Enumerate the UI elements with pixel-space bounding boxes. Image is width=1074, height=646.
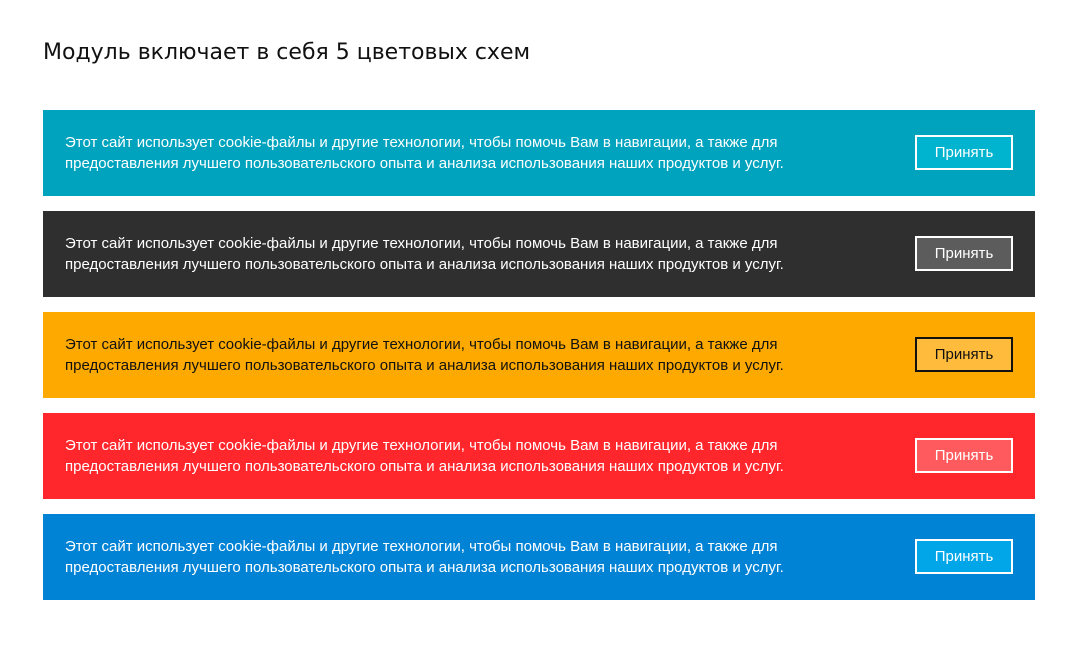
page-title: Модуль включает в себя 5 цветовых схем bbox=[43, 40, 531, 65]
cookie-banner-text: Этот сайт использует cookie-файлы и другие технологии, чтобы помочь Вам в навигации, а также для предоставления лучшего пользовательского опыта и анализа использования наших продуктов и услуг. bbox=[65, 134, 784, 172]
cookie-banner-text: Этот сайт использует cookie-файлы и другие технологии, чтобы помочь Вам в навигации, а также для предоставления лучшего пользовательского опыта и анализа использования наших продуктов и услуг. bbox=[65, 538, 784, 576]
accept-button[interactable]: Принять bbox=[915, 539, 1013, 574]
cookie-banner-text: Этот сайт использует cookie-файлы и другие технологии, чтобы помочь Вам в навигации, а также для предоставления лучшего пользовательского опыта и анализа использования наших продуктов и услуг. bbox=[65, 235, 784, 273]
cookie-banner-text: Этот сайт использует cookie-файлы и другие технологии, чтобы помочь Вам в навигации, а также для предоставления лучшего пользовательского опыта и анализа использования наших продуктов и услуг. bbox=[65, 336, 784, 374]
cookie-banner-teal bbox=[43, 110, 1035, 196]
cookie-banner-orange bbox=[43, 312, 1035, 398]
cookie-banner-blue bbox=[43, 514, 1035, 600]
accept-button[interactable]: Принять bbox=[915, 236, 1013, 271]
accept-button[interactable]: Принять bbox=[915, 337, 1013, 372]
accept-button[interactable]: Принять bbox=[915, 135, 1013, 170]
cookie-banner-dark bbox=[43, 211, 1035, 297]
accept-button[interactable]: Принять bbox=[915, 438, 1013, 473]
cookie-banner-red bbox=[43, 413, 1035, 499]
cookie-banner-text: Этот сайт использует cookie-файлы и другие технологии, чтобы помочь Вам в навигации, а также для предоставления лучшего пользовательского опыта и анализа использования наших продуктов и услуг. bbox=[65, 437, 784, 475]
